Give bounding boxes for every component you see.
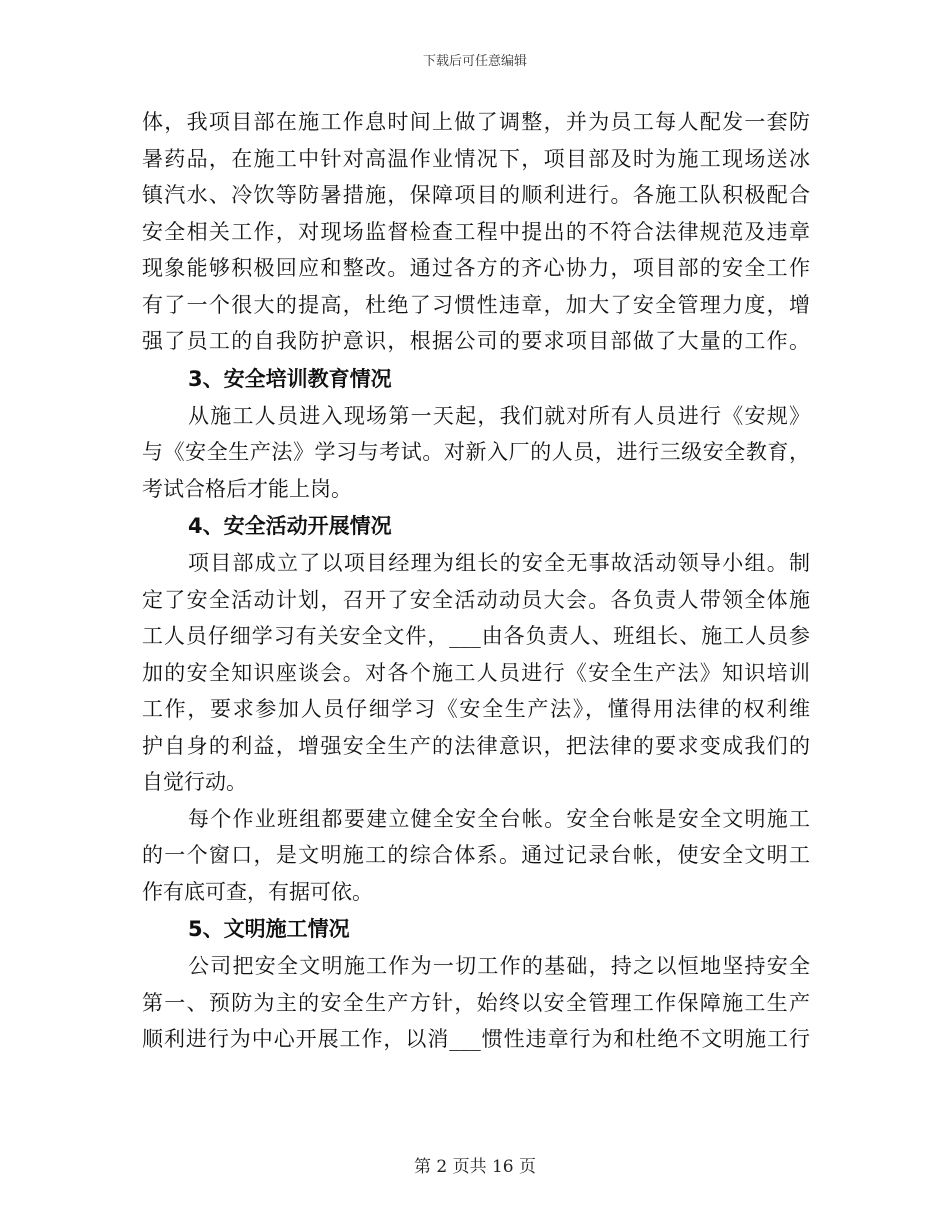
text-line: 定了安全活动计划，召开了安全活动动员大会。各负责人带领全体施: [142, 587, 810, 612]
document-body: [142, 104, 810, 1058]
text-line: 考试合格后才能上岗。: [142, 476, 352, 501]
text-line: 现象能够积极回应和整改。通过各方的齐心协力，项目部的安全工作: [142, 256, 810, 280]
text-line: 加的安全知识座谈会。对各个施工人员进行《安全生产法》知识培训: [142, 660, 810, 685]
text-line: 体，我项目部在施工作息时间上做了调整，并为员工每人配发一套防: [142, 110, 810, 134]
paragraph: [142, 104, 810, 360]
paragraph: [142, 398, 810, 508]
text-line: 镇汽水、冷饮等防暑措施，保障项目的顺利进行。各施工队积极配合: [142, 183, 810, 207]
paragraph: [142, 801, 810, 911]
text-line: 每个作业班组都要建立健全安全台帐。安全台帐是安全文明施工: [188, 806, 810, 831]
text-line: 项目部成立了以项目经理为组长的安全无事故活动领导小组。制: [188, 551, 810, 575]
text-line: 有了一个很大的提高，杜绝了习惯性违章，加大了安全管理力度，增: [142, 292, 810, 317]
paragraph: [142, 545, 810, 801]
page-number: 第 2 页共 16 页: [413, 1157, 537, 1177]
text-line: 公司把安全文明施工作为一切工作的基础，持之以恒地坚持安全: [188, 954, 810, 978]
text-line: 工作，要求参加人员仔细学习《安全生产法》，懂得用法律的权利维: [142, 697, 810, 721]
text-line: 与《安全生产法》学习与考试。对新入厂的人员，进行三级安全教育，: [142, 440, 810, 464]
section-heading: 3、安全培训教育情况: [188, 366, 392, 391]
text-line: 从施工人员进入现场第一天起，我们就对所有人员进行《安规》: [188, 403, 810, 428]
section-heading: 5、文明施工情况: [188, 917, 350, 941]
paragraph: [142, 948, 810, 1058]
text-line: 自觉行动。: [142, 770, 247, 794]
text-line: 护自身的利益，增强安全生产的法律意识，把法律的要求变成我们的: [142, 733, 810, 758]
text-line: 工人员仔细学习有关安全文件，___由各负责人、班组长、施工人员参: [142, 624, 810, 648]
page-header: 下载后可任意编辑: [422, 54, 527, 69]
text-line: 安全相关工作，对现场监督检查工程中提出的不符合法律规范及违章: [142, 219, 810, 244]
text-line: 顺利进行为中心开展工作，以消___惯性违章行为和杜绝不文明施工行: [142, 1027, 810, 1051]
text-line: 的一个窗口，是文明施工的综合体系。通过记录台帐，使安全文明工: [142, 843, 810, 867]
section-heading: 4、安全活动开展情况: [188, 514, 392, 538]
text-line: 暑药品，在施工中针对高温作业情况下，项目部及时为施工现场送冰: [142, 146, 810, 171]
text-line: 第一、预防为主的安全生产方针，始终以安全管理工作保障施工生产: [142, 990, 810, 1015]
text-line: 作有底可查，有据可依。: [142, 879, 373, 904]
text-line: 强了员工的自我防护意识，根据公司的要求项目部做了大量的工作。: [142, 329, 810, 353]
